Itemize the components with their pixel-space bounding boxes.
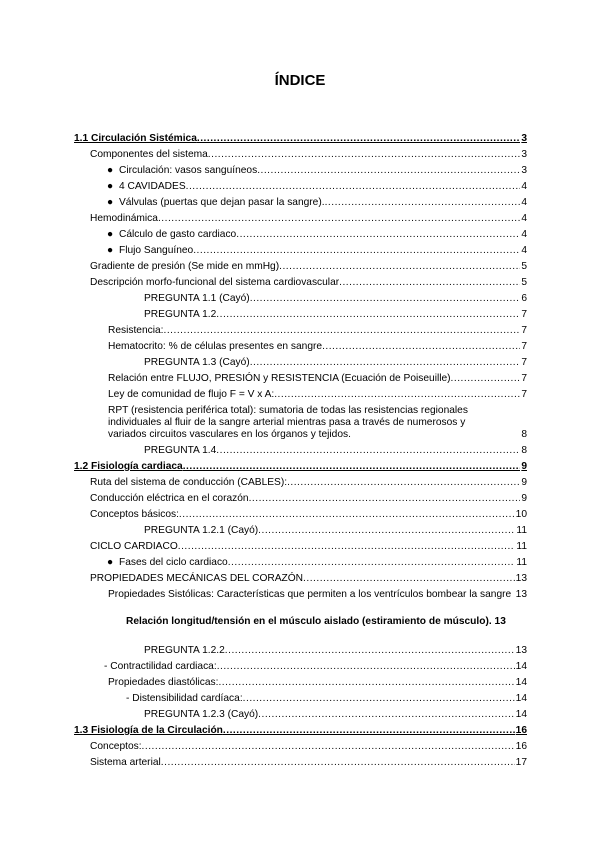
toc-entry-pregunta-1-4[interactable] xyxy=(144,445,527,457)
toc-entry-label: CICLO CARDIACO xyxy=(90,541,178,552)
toc-entry-label: 1.3 Fisiología de la Circulación xyxy=(74,725,223,736)
toc-entry-label: Componentes del sistema xyxy=(90,149,208,160)
toc-entry-conceptos-basicos[interactable] xyxy=(90,509,527,521)
toc-entry-ruta-conduccion[interactable] xyxy=(90,477,527,489)
toc-entry-gradiente[interactable] xyxy=(90,261,527,273)
toc-entry-circulacion-vasos[interactable] xyxy=(107,165,527,177)
toc-entry-label: Circulación: vasos sanguíneos xyxy=(119,165,258,176)
bullet-icon: ● xyxy=(107,165,114,176)
toc-entry-fases-ciclo[interactable] xyxy=(107,557,527,569)
toc-entry-page: 11 xyxy=(516,541,527,552)
toc-entry-label: Relación entre FLUJO, PRESIÓN y RESISTENCIA (Ecuación de Poiseuille) xyxy=(108,373,451,384)
toc-entry-label: Conceptos básicos: xyxy=(90,509,179,520)
toc-entry-conduccion-electrica[interactable] xyxy=(90,493,527,505)
toc-entry-section-1-3[interactable] xyxy=(74,725,527,737)
toc-entry-hemodinamica[interactable] xyxy=(90,213,527,225)
toc-entry-page: 9 xyxy=(521,477,527,488)
toc-entry-page: 14 xyxy=(515,661,527,672)
toc-entry-sistema-arterial[interactable] xyxy=(90,757,527,769)
toc-entry-label: PREGUNTA 1.2 xyxy=(144,309,217,320)
toc-entry-label: Resistencia: xyxy=(108,325,164,336)
toc-entry-label: 1.1 Circulación Sistémica xyxy=(74,133,197,144)
toc-entry-pregunta-1-2-2[interactable] xyxy=(144,645,527,657)
toc-entry-page: 16 xyxy=(515,741,527,752)
toc-entry-label: PREGUNTA 1.2.2 xyxy=(144,645,225,656)
toc-entry-pregunta-1-2[interactable] xyxy=(144,309,527,321)
bullet-icon: ● xyxy=(107,229,114,240)
toc-entry-page: 4 xyxy=(521,197,527,208)
toc-entry-label: Descripción morfo-funcional del sistema cardiovascular xyxy=(90,277,340,288)
toc-entry-label: - Contractilidad cardiaca: xyxy=(104,661,217,672)
toc-entry-pregunta-1-2-1[interactable] xyxy=(144,525,527,537)
toc-entry-page: 4 xyxy=(521,213,527,224)
toc-entry-page: 7 xyxy=(521,341,527,352)
toc-entry-label: PREGUNTA 1.4 xyxy=(144,445,217,456)
toc-entry-label: 1.2 Fisiología cardiaca xyxy=(74,461,183,472)
page-title: ÍNDICE xyxy=(274,72,326,89)
toc-entry-propiedades-diastolicas[interactable] xyxy=(108,677,527,689)
toc-entry-label: RPT (resistencia periférica total): sumatoria de todas las resistencias regionales individuales al fluir de la sangre arterial mientras pasa a través de numerosos y variados circuitos vasculares en los órganos y tejidos. xyxy=(108,405,468,440)
toc-entry-relacion-flujo[interactable] xyxy=(108,373,527,385)
toc-entry-page: 13 xyxy=(515,645,527,656)
toc-entry-label: PREGUNTA 1.3 (Cayó) xyxy=(144,357,250,368)
toc-entry-page: 14 xyxy=(515,709,527,720)
toc-entry-pregunta-1-2-3[interactable] xyxy=(144,709,527,721)
toc-entry-label: Relación longitud/tensión en el músculo aislado (estiramiento de músculo). xyxy=(126,616,492,627)
toc-entry-pregunta-1-1[interactable] xyxy=(144,293,527,305)
toc-entry-label: Fases del ciclo cardiaco xyxy=(119,557,228,568)
toc-entry-page: 16 xyxy=(515,725,527,736)
toc-entry-page: 13 xyxy=(515,573,527,584)
toc-entry-page: 4 xyxy=(521,245,527,256)
toc-entry-label: Gradiente de presión (Se mide en mmHg) xyxy=(90,261,280,272)
toc-entry-page: 8 xyxy=(521,445,527,456)
toc-entry-page: 3 xyxy=(521,133,527,144)
toc-entry-propiedades-sistolicas[interactable] xyxy=(108,589,527,601)
toc-entry-page: 4 xyxy=(521,181,527,192)
toc-entry-label: Válvulas (puertas que dejan pasar la sangre). xyxy=(119,197,325,208)
toc-entry-distensibilidad[interactable] xyxy=(126,693,527,705)
bullet-icon: ● xyxy=(107,245,114,256)
toc-entry-page: 14 xyxy=(515,693,527,704)
toc-entry-page: 13 xyxy=(494,616,506,627)
toc-entry-page: 4 xyxy=(521,229,527,240)
toc-entry-valvulas[interactable] xyxy=(107,197,527,209)
bullet-icon: ● xyxy=(107,181,114,192)
toc-entry-page: 7 xyxy=(521,389,527,400)
toc-entry-page: 6 xyxy=(521,293,527,304)
toc-entry-label: Conceptos: xyxy=(90,741,142,752)
toc-entry-pregunta-1-3[interactable] xyxy=(144,357,527,369)
bullet-icon: ● xyxy=(107,557,114,568)
toc-entry-page: 3 xyxy=(521,149,527,160)
toc-entry-ley-comunidad[interactable] xyxy=(108,389,527,401)
toc-entry-label: 4 CAVIDADES xyxy=(119,181,186,192)
toc-entry-label: PREGUNTA 1.2.3 (Cayó) xyxy=(144,709,259,720)
toc-entry-page: 7 xyxy=(521,357,527,368)
toc-entry-label: PREGUNTA 1.2.1 (Cayó) xyxy=(144,525,259,536)
toc-entry-label: Ley de comunidad de flujo F = V x A: xyxy=(108,389,275,400)
toc-entry-page: 10 xyxy=(515,509,527,520)
toc-entry-label: - Distensibilidad cardíaca: xyxy=(126,693,243,704)
toc-entry-cavidades[interactable] xyxy=(107,181,527,193)
toc-entry-label: Hemodinámica xyxy=(90,213,158,224)
toc-entry-flujo-sanguineo[interactable] xyxy=(107,245,527,257)
bullet-icon: ● xyxy=(107,197,114,208)
toc-entry-descripcion[interactable] xyxy=(90,277,527,289)
toc-entry-label: Propiedades Sistólicas: Características que permiten a los ventrículos bombear la sangre xyxy=(108,589,512,600)
toc-entry-relacion-longitud[interactable] xyxy=(126,616,527,628)
toc-entry-label: PROPIEDADES MECÁNICAS DEL CORAZÓN xyxy=(90,573,304,584)
toc-entry-page: 9 xyxy=(521,493,527,504)
toc-entry-page: 5 xyxy=(521,261,527,272)
toc-entry-contractilidad[interactable] xyxy=(104,661,527,673)
toc-entry-page: 5 xyxy=(521,277,527,288)
toc-entry-page: 7 xyxy=(521,373,527,384)
toc-entry-label: Hematocrito: % de células presentes en sangre xyxy=(108,341,323,352)
toc-entry-page: 7 xyxy=(521,309,527,320)
toc-entry-page: 3 xyxy=(521,165,527,176)
toc-entry-page: 13 xyxy=(515,589,527,600)
toc-entry-label: Cálculo de gasto cardiaco xyxy=(119,229,237,240)
toc-entry-section-1-2[interactable] xyxy=(74,461,527,473)
toc-entry-page: 11 xyxy=(516,557,527,568)
toc-entry-label: Conducción eléctrica en el corazón xyxy=(90,493,249,504)
toc-entry-label: Sistema arterial xyxy=(90,757,161,768)
toc-entry-page: 7 xyxy=(521,325,527,336)
toc-entry-page: 9 xyxy=(521,461,527,472)
toc-entry-section-1-1[interactable] xyxy=(74,133,527,145)
toc-entry-label: PREGUNTA 1.1 (Cayó) xyxy=(144,293,250,304)
toc-entry-label: Flujo Sanguíneo xyxy=(119,245,194,256)
toc-entry-gasto-cardiaco[interactable] xyxy=(107,229,527,241)
toc-entry-page: 14 xyxy=(515,677,527,688)
toc-entry-hematocrito[interactable] xyxy=(108,341,527,353)
toc-entry-page: 17 xyxy=(515,757,527,768)
toc-entry-conceptos[interactable] xyxy=(90,741,527,753)
toc-entry-resistencia[interactable] xyxy=(108,325,527,337)
toc-entry-componentes[interactable] xyxy=(90,149,527,161)
toc-entry-rpt[interactable] xyxy=(108,405,527,441)
toc-entry-propiedades-mecanicas[interactable] xyxy=(90,573,527,585)
toc-entry-page: 8 xyxy=(521,429,527,440)
toc-entry-ciclo-cardiaco[interactable] xyxy=(90,541,527,553)
toc-entry-page: 11 xyxy=(516,525,527,536)
toc-entry-label: Ruta del sistema de conducción (CABLES): xyxy=(90,477,288,488)
toc-entry-label: Propiedades diastólicas: xyxy=(108,677,219,688)
